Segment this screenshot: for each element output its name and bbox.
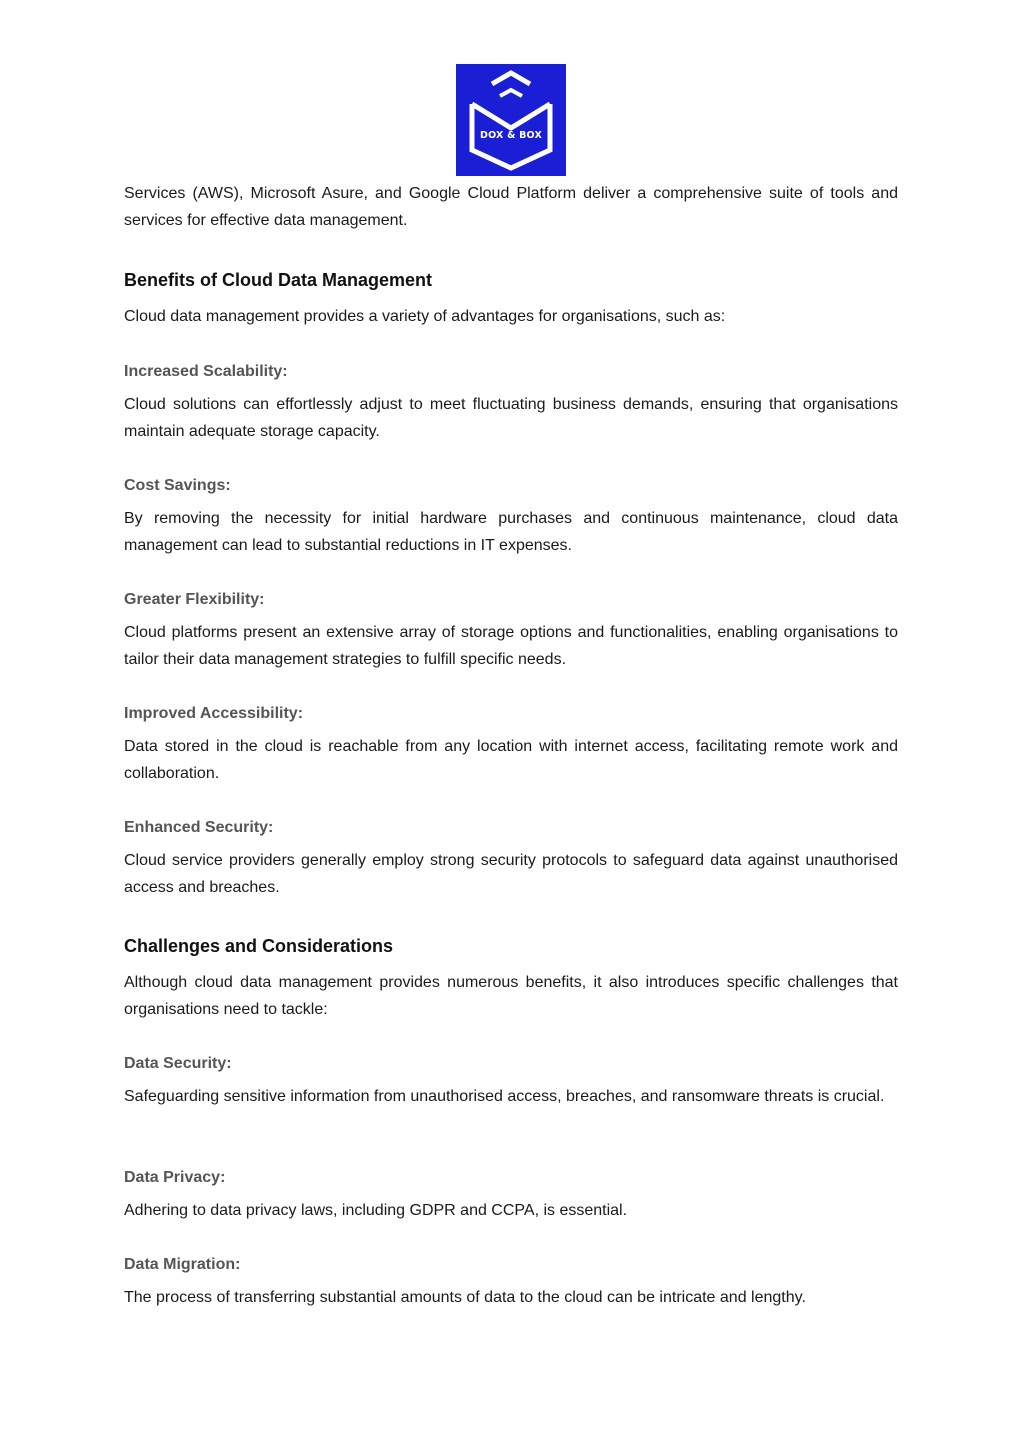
challenges-heading-block: [124, 934, 898, 958]
benefit-text-block: [124, 506, 898, 559]
challenge-text-block: [124, 1198, 898, 1225]
benefits-lead-block: [124, 304, 898, 331]
challenge-text-block: [124, 1285, 898, 1312]
benefit-title: Increased Scalability:: [124, 363, 288, 380]
challenge-title: Data Security:: [124, 1055, 232, 1072]
challenges-lead: Although cloud data management provides numerous benefits, it also introduces specific challenges that organisations need to tackle:: [124, 974, 898, 1018]
benefit-text-block: [124, 392, 898, 445]
challenge-title: Data Migration:: [124, 1256, 241, 1273]
benefit-item: [124, 475, 898, 497]
company-logo: [456, 64, 566, 176]
benefit-title: Greater Flexibility:: [124, 591, 265, 608]
benefit-text-block: [124, 734, 898, 787]
benefit-text-block: [124, 620, 898, 673]
benefits-lead: Cloud data management provides a variety of advantages for organisations, such as:: [124, 308, 726, 325]
benefit-item: [124, 589, 898, 611]
challenges-lead-block: [124, 970, 898, 1023]
intro-paragraph-block: [124, 181, 898, 234]
benefit-text: Data stored in the cloud is reachable from any location with internet access, facilitating remote work and collaboration.: [124, 738, 898, 782]
benefits-heading-block: [124, 268, 898, 292]
challenge-item: [124, 1254, 898, 1276]
benefits-heading: Benefits of Cloud Data Management: [124, 270, 433, 290]
benefit-text: By removing the necessity for initial hardware purchases and continuous maintenance, cloud data management can lead to substantial reductions in IT expenses.: [124, 510, 898, 554]
benefit-item: [124, 703, 898, 725]
benefit-text: Cloud service providers generally employ strong security protocols to safeguard data against unauthorised access and breaches.: [124, 852, 898, 896]
benefit-text: Cloud platforms present an extensive array of storage options and functionalities, enabling organisations to tailor their data management strategies to fulfill specific needs.: [124, 624, 898, 668]
dox-box-logo-icon: [456, 64, 566, 176]
benefit-text-block: [124, 848, 898, 901]
challenge-title: Data Privacy:: [124, 1169, 226, 1186]
benefit-text: Cloud solutions can effortlessly adjust to meet fluctuating business demands, ensuring that organisations maintain adequate storage capacity.: [124, 396, 898, 440]
benefit-title: Improved Accessibility:: [124, 705, 304, 722]
challenge-item: [124, 1167, 898, 1189]
challenge-text-block: [124, 1084, 898, 1111]
intro-paragraph: Services (AWS), Microsoft Asure, and Google Cloud Platform deliver a comprehensive suite of tools and services for effective data management.: [124, 185, 898, 229]
challenge-text: Adhering to data privacy laws, including GDPR and CCPA, is essential.: [124, 1202, 628, 1219]
benefit-item: [124, 817, 898, 839]
benefit-title: Cost Savings:: [124, 477, 231, 494]
challenge-item: [124, 1053, 898, 1075]
challenge-text: The process of transferring substantial amounts of data to the cloud can be intricate and lengthy.: [124, 1289, 806, 1306]
logo-wordmark: DOX & BOX: [480, 130, 542, 141]
challenges-heading: Challenges and Considerations: [124, 936, 394, 956]
benefit-title: Enhanced Security:: [124, 819, 274, 836]
benefit-item: [124, 361, 898, 383]
challenge-text: Safeguarding sensitive information from unauthorised access, breaches, and ransomware threats is crucial.: [124, 1088, 885, 1105]
